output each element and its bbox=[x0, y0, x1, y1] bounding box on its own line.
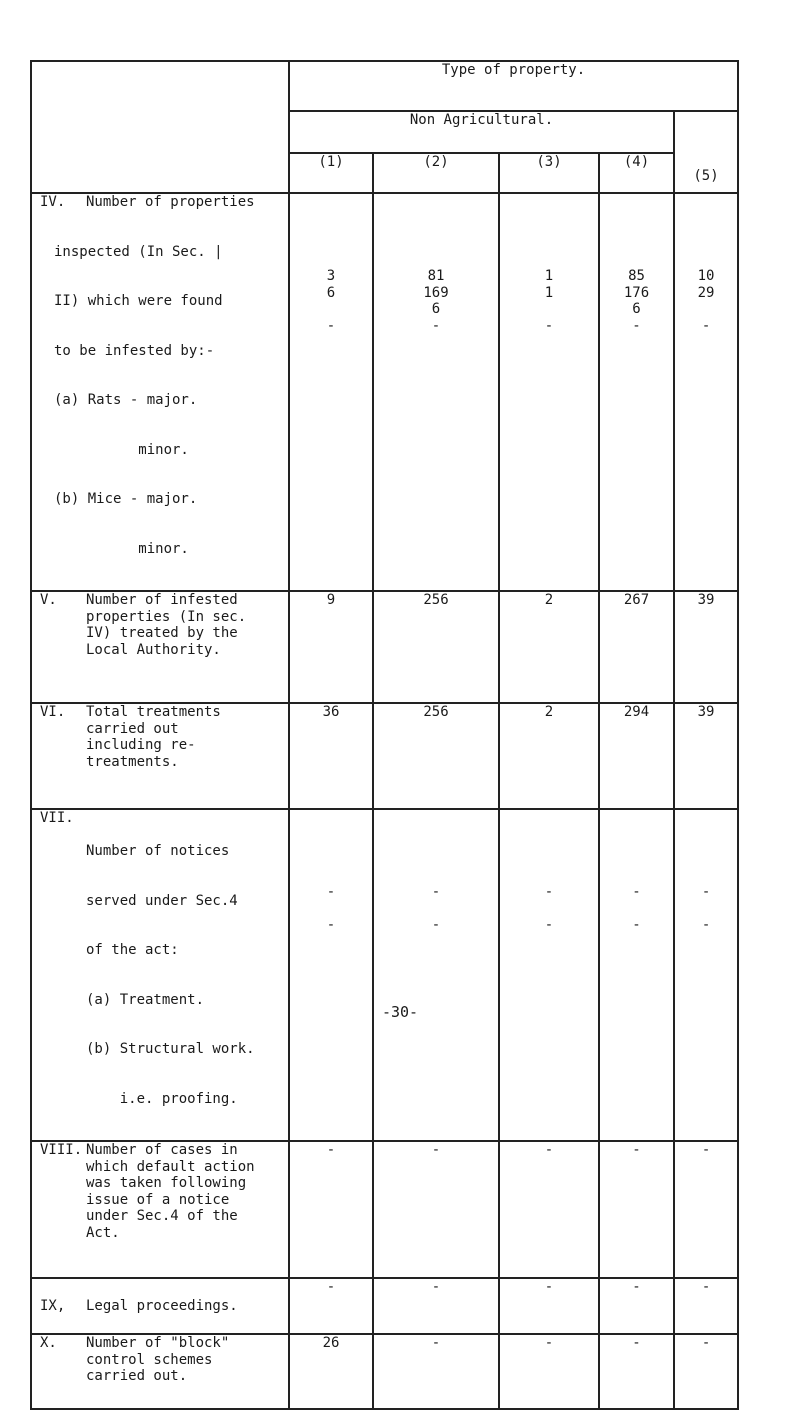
type-of-property-header: Type of property. bbox=[289, 61, 738, 111]
table-row bbox=[31, 809, 738, 1141]
value: - bbox=[326, 317, 336, 334]
value-cell: 26 bbox=[289, 1334, 373, 1409]
row-label bbox=[31, 591, 289, 703]
value-cell: 256 bbox=[373, 703, 499, 809]
value: 6 bbox=[431, 301, 441, 317]
label-line: including re- bbox=[86, 737, 196, 753]
row-label bbox=[31, 1141, 289, 1278]
row-number: X. bbox=[40, 1335, 57, 1351]
value: - bbox=[632, 317, 641, 334]
value-cell bbox=[289, 809, 373, 1141]
header-blank-cell bbox=[31, 61, 289, 193]
value-cell bbox=[373, 809, 499, 1141]
value-cell bbox=[499, 193, 599, 591]
row-label bbox=[31, 809, 289, 1141]
value-cell: 256 bbox=[373, 591, 499, 703]
value: - bbox=[632, 917, 641, 933]
value-cell: - bbox=[674, 1334, 738, 1409]
value-cell: - bbox=[599, 1141, 674, 1278]
row-label bbox=[31, 1334, 289, 1409]
label-line: (b) Mice - major. bbox=[54, 491, 198, 507]
label-line: of the act: bbox=[86, 942, 179, 958]
label-line: was taken following bbox=[86, 1175, 247, 1191]
table-row bbox=[31, 1278, 738, 1334]
label-line: Total treatments bbox=[86, 704, 221, 720]
value: 176 bbox=[623, 284, 650, 301]
value-cell: - bbox=[373, 1278, 499, 1334]
row-number: IX, bbox=[40, 1297, 66, 1314]
value-cell: 39 bbox=[674, 703, 738, 809]
value-cell: 294 bbox=[599, 703, 674, 809]
value-cell bbox=[599, 193, 674, 591]
page-number: -30- bbox=[381, 1003, 419, 1021]
value: - bbox=[632, 884, 641, 900]
label-line: to be infested by:- bbox=[54, 342, 215, 359]
value: - bbox=[544, 317, 554, 334]
col1-header: (1) bbox=[289, 153, 373, 193]
value bbox=[290, 301, 372, 318]
row-label bbox=[31, 193, 289, 591]
value: 81 bbox=[427, 268, 445, 284]
value-cell: 9 bbox=[289, 591, 373, 703]
value: - bbox=[544, 917, 554, 933]
row-label bbox=[31, 703, 289, 809]
value: 1 bbox=[544, 284, 554, 301]
table-row bbox=[31, 193, 738, 591]
value-cell: - bbox=[599, 1278, 674, 1334]
label-line: carried out bbox=[86, 720, 179, 737]
value: - bbox=[701, 317, 711, 334]
value-cell: 267 bbox=[599, 591, 674, 703]
row-number: V. bbox=[40, 592, 57, 608]
value-cell bbox=[674, 193, 738, 591]
table-row bbox=[31, 703, 738, 809]
value-cell: - bbox=[674, 1278, 738, 1334]
value: 3 bbox=[326, 268, 336, 284]
value-cell: 39 bbox=[674, 591, 738, 703]
value: - bbox=[544, 884, 554, 900]
label-line: properties (In sec. bbox=[86, 608, 247, 625]
value-cell: - bbox=[289, 1141, 373, 1278]
value: 1 bbox=[544, 268, 554, 284]
label-line: issue of a notice bbox=[86, 1191, 230, 1208]
label-line: inspected (In Sec. | bbox=[54, 243, 223, 260]
non-agricultural-header: Non Agricultural. bbox=[289, 111, 674, 153]
value-cell bbox=[674, 809, 738, 1141]
value-cell: - bbox=[373, 1334, 499, 1409]
col4-header: (4) bbox=[599, 153, 674, 193]
label-line: II) which were found bbox=[54, 293, 223, 309]
label-line: minor. bbox=[54, 441, 189, 458]
row-number: VIII. bbox=[40, 1142, 83, 1158]
row-number: VI. bbox=[40, 704, 66, 720]
table-row bbox=[31, 1141, 738, 1278]
value-cell: - bbox=[599, 1334, 674, 1409]
value-cell: 2 bbox=[499, 703, 599, 809]
value bbox=[675, 301, 737, 318]
label-line: carried out. bbox=[86, 1368, 188, 1384]
value-cell bbox=[599, 809, 674, 1141]
label-line: treatments. bbox=[86, 753, 179, 770]
value: - bbox=[431, 884, 441, 900]
row-label bbox=[31, 1278, 289, 1334]
value-cell bbox=[499, 809, 599, 1141]
label-line: IV) treated by the bbox=[86, 625, 238, 641]
value-cell: - bbox=[674, 1141, 738, 1278]
label-line: Act. bbox=[86, 1224, 120, 1241]
label-line: (a) Treatment. bbox=[86, 991, 205, 1008]
rodent-control-table bbox=[30, 60, 739, 1410]
value-cell bbox=[373, 193, 499, 591]
label-line: Number of notices bbox=[86, 843, 230, 859]
row-number: IV. bbox=[40, 194, 66, 210]
col2-header: (2) bbox=[373, 153, 499, 193]
value-cell: - bbox=[289, 1278, 373, 1334]
label-line: Legal proceedings. bbox=[86, 1297, 238, 1314]
label-line: Number of infested bbox=[86, 592, 238, 608]
table-row bbox=[31, 591, 738, 703]
value: - bbox=[701, 884, 711, 900]
value-cell: 36 bbox=[289, 703, 373, 809]
value-cell: - bbox=[499, 1334, 599, 1409]
label-line: i.e. proofing. bbox=[86, 1090, 238, 1107]
row-number: VII. bbox=[40, 810, 74, 826]
value: 169 bbox=[423, 284, 449, 301]
value bbox=[500, 301, 598, 318]
value: - bbox=[431, 317, 441, 334]
label-line: minor. bbox=[54, 540, 189, 557]
value-cell: - bbox=[373, 1141, 499, 1278]
label-line: control schemes bbox=[86, 1351, 213, 1368]
value: 85 bbox=[628, 268, 645, 284]
label-line: served under Sec.4 bbox=[86, 892, 238, 909]
value-cell: 2 bbox=[499, 591, 599, 703]
label-line: Number of cases in bbox=[86, 1142, 238, 1158]
value-cell: - bbox=[499, 1141, 599, 1278]
value: - bbox=[326, 917, 336, 933]
value: 29 bbox=[697, 284, 715, 301]
col3-header: (3) bbox=[499, 153, 599, 193]
label-line: (a) Rats - major. bbox=[54, 392, 198, 408]
label-line: (b) Structural work. bbox=[86, 1041, 255, 1057]
value: 6 bbox=[326, 284, 336, 301]
value: - bbox=[326, 884, 336, 900]
label-line: Number of properties bbox=[86, 194, 255, 210]
value: 6 bbox=[632, 301, 641, 317]
value: - bbox=[431, 917, 441, 933]
label-line: Local Authority. bbox=[86, 641, 221, 658]
value: 10 bbox=[697, 268, 715, 284]
label-line: Number of "block" bbox=[86, 1335, 230, 1351]
label-line: under Sec.4 of the bbox=[86, 1208, 238, 1224]
value: - bbox=[701, 917, 711, 933]
col5-header: (5) bbox=[674, 111, 738, 193]
label-line: which default action bbox=[86, 1158, 255, 1175]
value-cell bbox=[289, 193, 373, 591]
table-row bbox=[31, 1334, 738, 1409]
value-cell: - bbox=[499, 1278, 599, 1334]
